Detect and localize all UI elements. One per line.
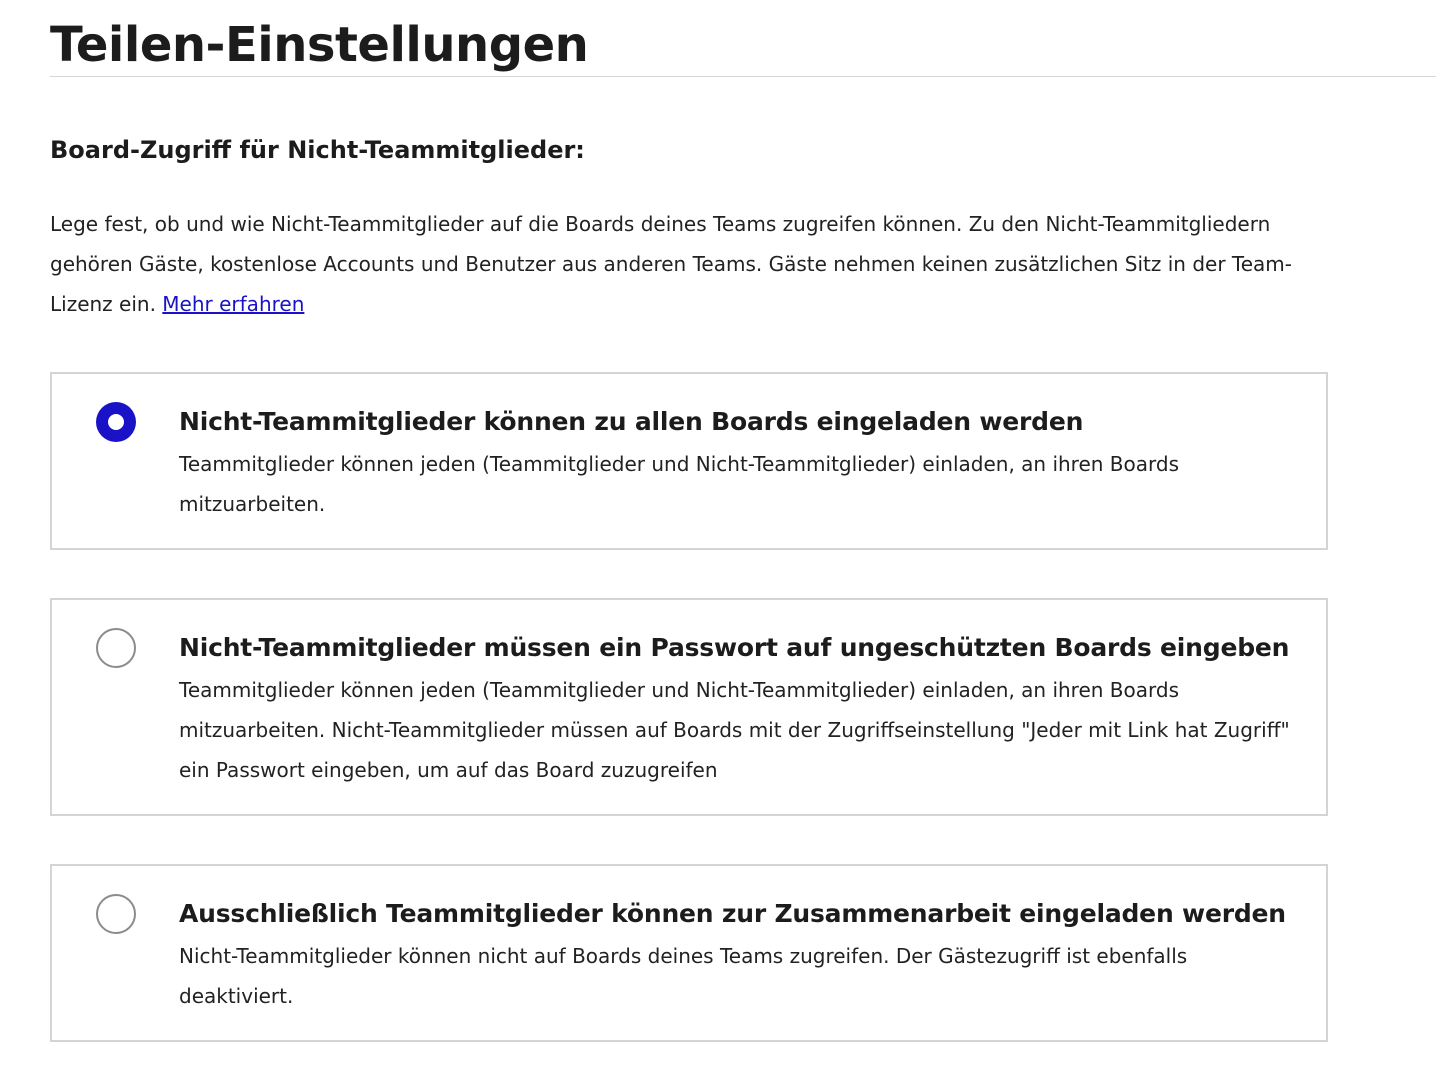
radio-unchecked-icon[interactable] [96, 628, 136, 668]
section-description [50, 204, 1340, 324]
learn-more-link[interactable]: Mehr erfahren [162, 292, 305, 316]
radio-checked-icon[interactable] [96, 402, 136, 442]
option-title: Ausschließlich Teammitglieder können zur Zusammenarbeit eingeladen werden [179, 899, 1286, 928]
page-title: Teilen-Einstellungen [50, 17, 589, 73]
option-title: Nicht-Teammitglieder müssen ein Passwort auf ungeschützten Boards eingeben [179, 633, 1290, 662]
section-description-text: Lege fest, ob und wie Nicht-Teammitglieder auf die Boards deines Teams zugreifen können. Zu den Nicht-Teammitgliedern gehören Gäste, kostenlose Accounts und Benutzer aus anderen Teams. Gäste nehmen keinen zusätzlichen Sitz in der Team-Lizenz ein. [50, 212, 1292, 316]
section-heading: Board-Zugriff für Nicht-Teammitglieder: [50, 136, 585, 164]
option-title: Nicht-Teammitglieder können zu allen Boards eingeladen werden [179, 407, 1084, 436]
title-divider [50, 76, 1436, 77]
option-description: Teammitglieder können jeden (Teammitglieder und Nicht-Teammitglieder) einladen, an ihren Boards mitzuarbeiten. [179, 452, 1179, 516]
option-team-only[interactable] [50, 864, 1328, 1042]
radio-unchecked-icon[interactable] [96, 894, 136, 934]
option-all-boards[interactable] [50, 372, 1328, 550]
option-description: Nicht-Teammitglieder können nicht auf Boards deines Teams zugreifen. Der Gästezugriff ist ebenfalls deaktiviert. [179, 944, 1188, 1008]
option-description: Teammitglieder können jeden (Teammitglieder und Nicht-Teammitglieder) einladen, an ihren Boards mitzuarbeiten. Nicht-Teammitglieder müssen auf Boards mit der Zugriffseinstellung "Jeder mit Link hat Zugriff" ein Passwort eingeben, um auf das Board zuzugreifen [179, 678, 1290, 782]
option-password-required[interactable] [50, 598, 1328, 816]
